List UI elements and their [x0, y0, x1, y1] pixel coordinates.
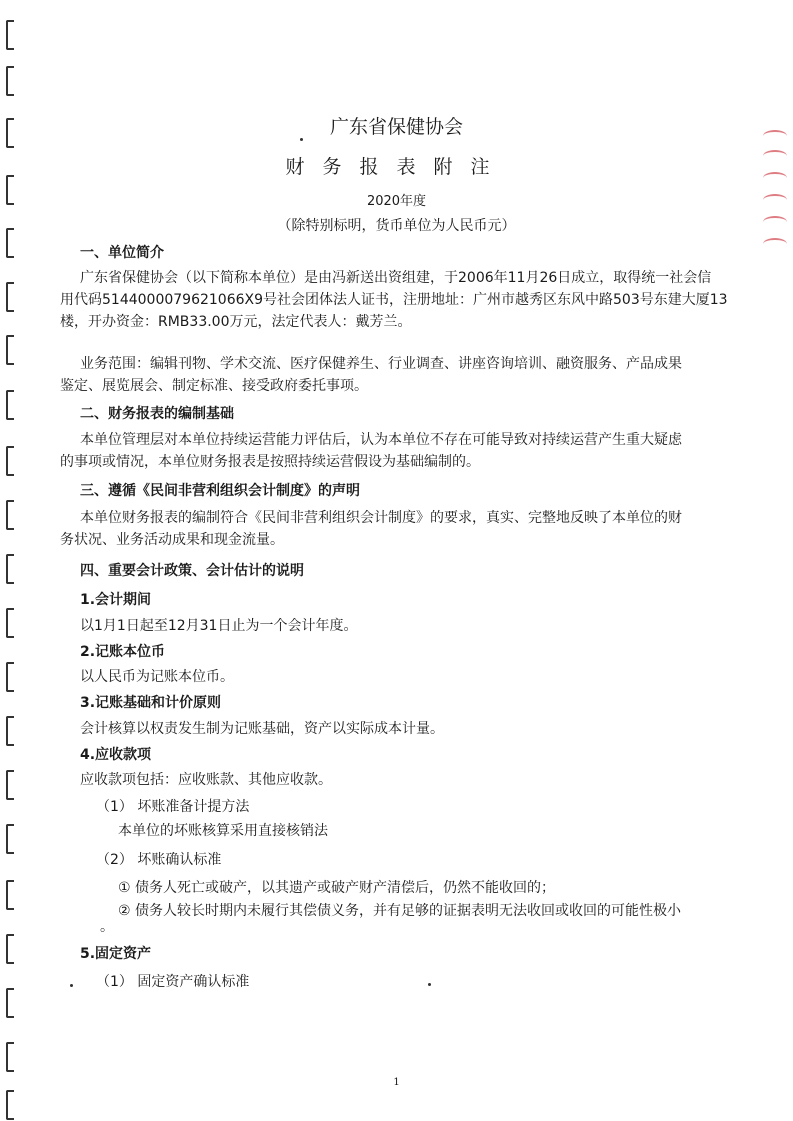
s1-para2-line1: 业务范围：编辑刊物、学术交流、医疗保健养生、行业调查、讲座咨询培训、融资服务、产品成果	[80, 356, 682, 372]
item-4-text: 应收款项包括：应收账款、其他应收款。	[80, 772, 332, 788]
s2-line2: 的事项或情况，本单位财务报表是按照持续运营假设为基础编制的。	[60, 454, 480, 470]
section-2-heading: 二、财务报表的编制基础	[80, 406, 234, 422]
seal-stamp-edge	[759, 120, 793, 260]
item-4-title: 4.应收款项	[80, 747, 152, 763]
item-2-text: 以人民币为记账本位币。	[80, 669, 234, 685]
s1-para2-line2: 鉴定、展览展会、制定标准、接受政府委托事项。	[60, 378, 368, 394]
s1-para1-line3: 楼，开办资金：RMB33.00万元，法定代表人：戴芳兰。	[60, 314, 412, 330]
section-3-heading: 三、遵循《民间非营利组织会计制度》的声明	[80, 483, 360, 499]
item-3-text: 会计核算以权责发生制为记账基础，资产以实际成本计量。	[80, 721, 444, 737]
item-4-sub2-clause2: ② 债务人较长时期内未履行其偿债义务，并有足够的证据表明无法收回或收回的可能性极小	[118, 903, 681, 919]
item-4-sub2-clause2-end: 。	[100, 919, 114, 935]
item-2-title: 2.记账本位币	[80, 644, 166, 660]
section-1-heading: 一、单位简介	[80, 245, 164, 261]
page-number: 1	[393, 1077, 400, 1088]
report-year: 2020年度	[366, 194, 427, 209]
item-5-title: 5.固定资产	[80, 946, 152, 962]
s1-para1-line1: 广东省保健协会（以下简称本单位）是由冯新送出资组建，于2006年11月26日成立，取得统一社会信	[80, 270, 712, 286]
item-1-title: 1.会计期间	[80, 592, 152, 608]
s3-line2: 务状况、业务活动成果和现金流量。	[60, 532, 284, 548]
section-4-heading: 四、重要会计政策、会计估计的说明	[80, 563, 304, 579]
item-1-text: 以1月1日起至12月31日止为一个会计年度。	[80, 618, 358, 634]
scan-speck	[70, 984, 73, 987]
org-title: 广东省保健协会	[329, 116, 463, 138]
item-4-sub1-text: 本单位的坏账核算采用直接核销法	[118, 823, 328, 839]
item-4-sub2-clause1: ① 债务人死亡或破产，以其遗产或破产财产清偿后，仍然不能收回的；	[118, 880, 555, 896]
item-3-title: 3.记账基础和计价原则	[80, 695, 222, 711]
item-4-sub2-title: （2） 坏账确认标准	[96, 852, 222, 868]
scan-speck	[300, 138, 303, 141]
item-4-sub1-title: （1） 坏账准备计提方法	[96, 799, 250, 815]
doc-title: 财务报表附注	[285, 156, 508, 178]
s3-line1: 本单位财务报表的编制符合《民间非营利组织会计制度》的要求，真实、完整地反映了本单位的财	[80, 510, 682, 526]
s1-para1-line2: 用代码5144000079621066X9号社会团体法人证书，注册地址：广州市越秀区东风中路503号东建大厦13	[60, 292, 728, 308]
currency-note: （除特别标明，货币单位为人民币元）	[277, 218, 516, 234]
scan-speck	[428, 983, 431, 986]
s2-line1: 本单位管理层对本单位持续运营能力评估后，认为本单位不存在可能导致对持续运营产生重大疑虑	[80, 432, 682, 448]
item-5-sub1-title: （1） 固定资产确认标准	[96, 974, 250, 990]
